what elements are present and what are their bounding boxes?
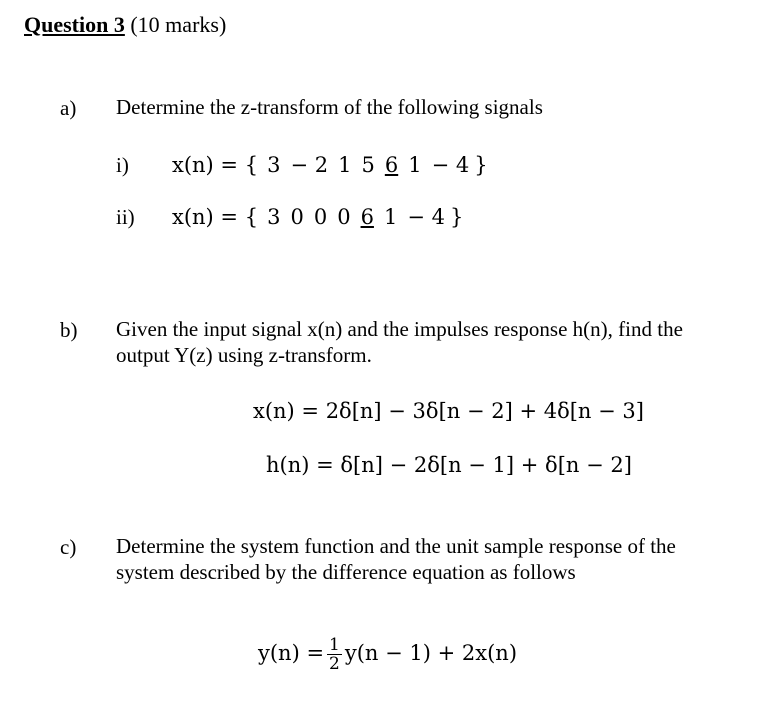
sequence-value-origin: 6 xyxy=(384,153,399,177)
equation-lhs: y(n) = xyxy=(258,641,325,665)
part-c-label: c) xyxy=(60,535,77,559)
sequence-value: − 4 xyxy=(431,153,470,177)
sequence-value: 5 xyxy=(361,153,375,177)
sequence-close: } xyxy=(449,205,464,229)
fraction-denominator: 2 xyxy=(329,654,340,674)
sequence-value: 0 xyxy=(290,205,304,229)
sequence-value: 0 xyxy=(313,205,328,229)
part-a-item-1-sequence xyxy=(172,153,488,177)
part-b-line-1: Given the input signal x(n) and the impulses response h(n), find the xyxy=(116,317,683,341)
sequence-lhs: x(n) = { xyxy=(172,205,259,229)
fraction xyxy=(327,636,342,673)
part-a-item-2-sequence xyxy=(172,205,463,229)
sequence-value: 1 xyxy=(383,205,398,229)
equation-rhs: y(n − 1) + 2x(n) xyxy=(344,641,518,665)
part-c-line-1: Determine the system function and the unit sample response of the xyxy=(116,534,676,558)
sequence-value: 3 xyxy=(267,205,281,229)
question-heading xyxy=(24,12,226,38)
sequence-close: } xyxy=(474,153,488,177)
part-a-label: a) xyxy=(60,96,77,120)
sequence-value: 0 xyxy=(337,205,351,229)
sequence-value: 1 xyxy=(408,153,422,177)
part-a-instruction: Determine the z-transform of the following signals xyxy=(116,95,543,119)
part-c-difference-equation xyxy=(258,636,517,673)
sequence-value: − 4 xyxy=(407,205,445,229)
question-marks: (10 marks) xyxy=(130,12,227,37)
part-b-input-equation: x(n) = 2δ[n] − 3δ[n − 2] + 4δ[n − 3] xyxy=(253,399,644,423)
sequence-value-origin: 6 xyxy=(360,205,374,229)
fraction-numerator: 1 xyxy=(329,635,340,655)
part-a-item-1-label: i) xyxy=(116,153,129,177)
sequence-lhs: x(n) = { xyxy=(172,153,259,177)
sequence-value: 3 xyxy=(267,153,281,177)
part-b-impulse-response-equation: h(n) = δ[n] − 2δ[n − 1] + δ[n − 2] xyxy=(266,453,632,477)
question-label: Question 3 xyxy=(24,12,125,37)
part-c-line-2: system described by the difference equation as follows xyxy=(116,560,576,584)
part-a-item-2-label: ii) xyxy=(116,205,135,229)
sequence-value: − 2 xyxy=(290,153,329,177)
part-b-line-2: output Y(z) using z-transform. xyxy=(116,343,372,367)
part-b-label: b) xyxy=(60,318,78,342)
sequence-value: 1 xyxy=(338,153,352,177)
